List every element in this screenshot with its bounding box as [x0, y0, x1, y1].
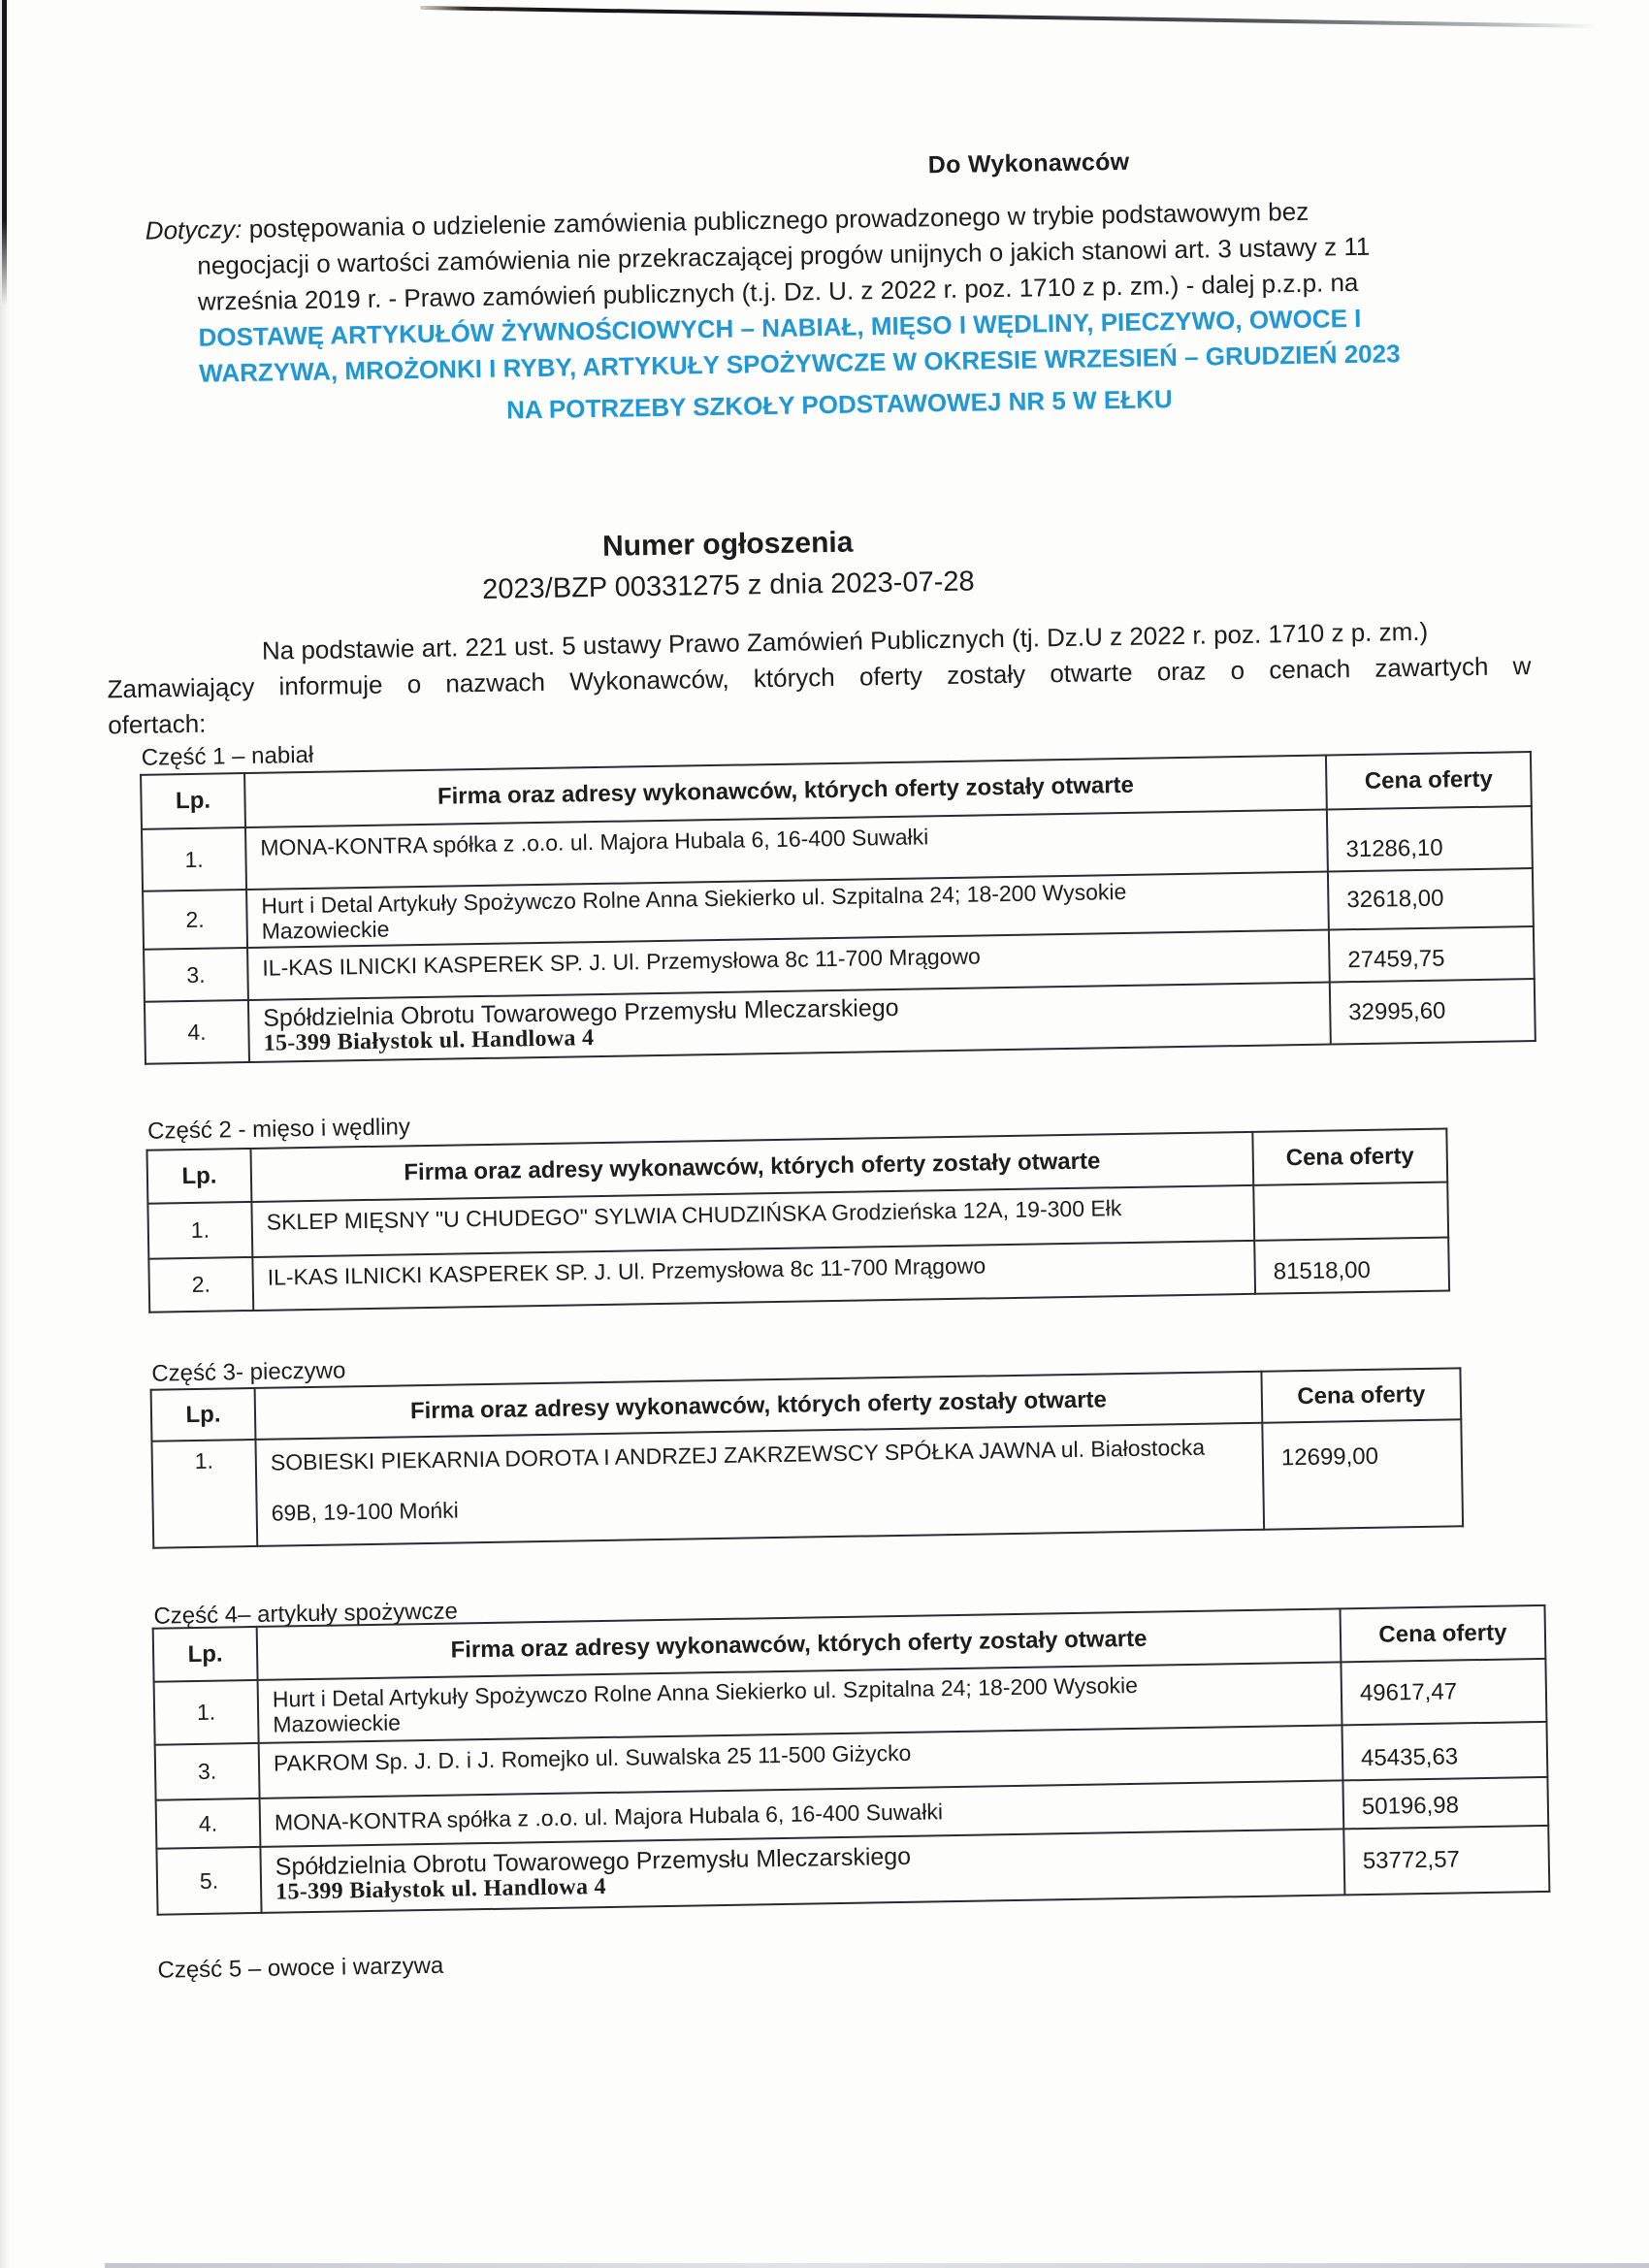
subject-highlight-line-1: DOSTAWĘ ARTYKUŁÓW ŻYWNOŚCIOWYCH – NABIAŁ, MIĘSO I WĘDLINY, PIECZYWO, OWOCE I [198, 303, 1362, 352]
section-1-title: Część 1 – nabiał [141, 741, 314, 771]
firm-line-2: 15-399 Białystok ul. Handlowa 4 [275, 1874, 607, 1905]
offers-table-part-3 [150, 1367, 1465, 1548]
col-header-price: Cena oferty [1252, 1129, 1447, 1185]
subject-line-1-text: postępowania o udzielenie zamówienia publicznego prowadzonego w trybie podstawowym bez [242, 196, 1310, 243]
price-cell: 49617,47 [1341, 1659, 1546, 1725]
intro-line-3: ofertach: [107, 708, 207, 740]
section-5-title: Część 5 – owoce i warzywa [157, 1952, 444, 1984]
price-cell: 45435,63 [1342, 1722, 1547, 1780]
col-header-price: Cena oferty [1326, 752, 1532, 809]
lp-cell: 1. [154, 1680, 259, 1745]
price-cell: 27459,75 [1329, 926, 1535, 982]
firm-line-1: SOBIESKI PIEKARNIA DOROTA I ANDRZEJ ZAKRZEWSCY SPÓŁKA JAWNA ul. Białostocka [270, 1434, 1206, 1475]
col-header-firm: Firma oraz adresy wykonawców, których oferty zostały otwarte [257, 1608, 1342, 1680]
col-header-firm: Firma oraz adresy wykonawców, których oferty zostały otwarte [255, 1372, 1263, 1440]
addressee: Do Wykonawców [927, 147, 1130, 179]
firm-line-2: 15-399 Białystok ul. Handlowa 4 [263, 1025, 595, 1056]
price-cell: 53772,57 [1343, 1826, 1549, 1895]
price-cell: 32618,00 [1328, 868, 1534, 929]
price-cell: 81518,00 [1254, 1238, 1449, 1294]
col-header-lp: Lp. [141, 773, 245, 829]
intro-line-2: Zamawiający informuje o nazwach Wykonawców, których oferty zostały otwarte oraz o cenach zawartych w [107, 651, 1532, 704]
price-cell: 32995,60 [1330, 979, 1536, 1044]
intro-line-1: Na podstawie art. 221 ust. 5 ustawy Prawo Zamówień Publicznych (tj. Dz.U z 2022 r. poz. 1710 z p. zm.) [261, 616, 1429, 665]
section-4-title: Część 4– artykuły spożywcze [153, 1598, 459, 1630]
firm-line-2: Mazowieckie [273, 1708, 402, 1737]
price-cell: 12699,00 [1262, 1419, 1463, 1529]
intro-paragraph [107, 612, 1533, 743]
lp-cell: 2. [143, 890, 247, 950]
price-cell: 50196,98 [1342, 1777, 1548, 1829]
firm-cell: IL-KAS ILNICKI KASPEREK SP. J. Ul. Przemysłowa 8c 11-700 Mrągowo [247, 930, 1330, 1000]
col-header-price: Cena oferty [1261, 1368, 1461, 1422]
col-header-lp: Lp. [153, 1627, 258, 1682]
firm-cell: PAKROM Sp. J. D. i J. Romejko ul. Suwalska 25 11-500 Giżycko [259, 1725, 1343, 1798]
offers-table-part-1 [140, 751, 1536, 1065]
firm-line-2: 69B, 19-100 Mońki [271, 1497, 459, 1526]
section-2-title: Część 2 - mięso i wędliny [146, 1114, 411, 1145]
subject-label: Dotyczy: [145, 213, 242, 245]
col-header-price: Cena oferty [1341, 1605, 1546, 1662]
lp-cell: 1. [151, 1440, 257, 1548]
price-cell [1253, 1183, 1448, 1241]
firm-line-1: Spółdzielnia Obrotu Towarowego Przemysłu Mleczarskiego [275, 1842, 912, 1881]
offers-table-part-2 [146, 1128, 1450, 1313]
lp-cell: 1. [147, 1202, 252, 1259]
lp-cell: 4. [156, 1798, 261, 1849]
notice-number-label: Numer ogłoszenia [601, 526, 854, 563]
firm-cell: IL-KAS ILNICKI KASPEREK SP. J. Ul. Przemysłowa 8c 11-700 Mrągowo [252, 1241, 1255, 1311]
lp-cell: 4. [145, 1000, 249, 1064]
table-row [151, 1419, 1463, 1547]
firm-cell: MONA-KONTRA spółka z .o.o. ul. Majora Hubala 6, 16-400 Suwałki [245, 810, 1328, 890]
firm-line-1: Hurt i Detal Artykuły Spożywczo Rolne Anna Siekierko ul. Szpitalna 24; 18-200 Wysokie [261, 878, 1127, 919]
col-header-lp: Lp. [151, 1388, 256, 1442]
firm-line-1: Spółdzielnia Obrotu Towarowego Przemysłu Mleczarskiego [263, 993, 899, 1032]
col-header-firm: Firma oraz adresy wykonawców, których oferty zostały otwarte [244, 756, 1327, 827]
price-cell: 31286,10 [1327, 806, 1533, 871]
subject-line-3: września 2019 r. - Prawo zamówień publicznych (t.j. Dz. U. z 2022 r. poz. 1710 z p. zm.) - dalej p.z.p. na [197, 267, 1359, 316]
notice-number-value: 2023/BZP 00331275 z dnia 2023-07-28 [482, 566, 975, 605]
lp-cell: 2. [148, 1257, 253, 1312]
col-header-lp: Lp. [146, 1149, 251, 1204]
section-3-title: Część 3- pieczywo [151, 1357, 346, 1387]
firm-line-1: Hurt i Detal Artykuły Spożywczo Rolne Anna Siekierko ul. Szpitalna 24; 18-200 Wysokie [272, 1671, 1139, 1712]
col-header-firm: Firma oraz adresy wykonawców, których oferty zostały otwarte [250, 1132, 1253, 1202]
lp-cell: 3. [144, 948, 248, 1002]
firm-cell [255, 1423, 1264, 1546]
firm-cell: MONA-KONTRA spółka z .o.o. ul. Majora Hubala 6, 16-400 Suwałki [260, 1780, 1344, 1847]
subject-paragraph [145, 190, 1531, 435]
firm-cell: SKLEP MIĘSNY "U CHUDEGO" SYLWIA CHUDZIŃSKA Grodzieńska 12A, 19-300 Ełk [251, 1185, 1254, 1257]
subject-highlight-line-2: WARZYWA, MROŻONKI I RYBY, ARTYKUŁY SPOŻYWCZE W OKRESIE WRZESIEŃ – GRUDZIEŃ 2023 [198, 339, 1401, 388]
lp-cell: 5. [156, 1847, 261, 1915]
lp-cell: 1. [142, 827, 246, 891]
firm-line-2: Mazowieckie [261, 916, 390, 944]
subject-highlight-line-3: NA POTRZEBY SZKOŁY PODSTAWOWEJ NR 5 W EŁKU [505, 384, 1173, 425]
offers-table-part-4 [152, 1604, 1551, 1916]
lp-cell: 3. [155, 1743, 260, 1800]
subject-line-2: negocjacji o wartości zamówienia nie przekraczającej progów unijnych o jakich stanowi art. 3 ustawy z 11 [197, 231, 1371, 280]
